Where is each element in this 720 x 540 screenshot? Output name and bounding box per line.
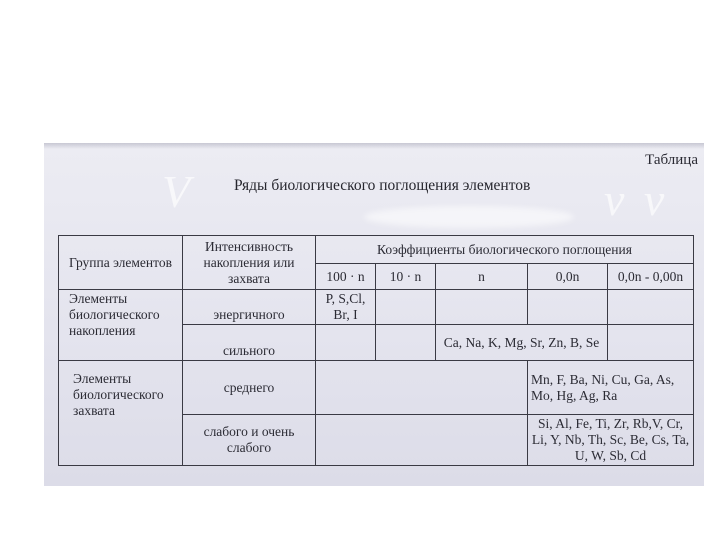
empty-cell (316, 415, 528, 466)
header-group: Группа элементов (59, 236, 183, 290)
photo-edge-shadow (44, 143, 704, 149)
header-intensity: Интенсивность накопления или захвата (183, 236, 316, 290)
header-col: 0,0n (528, 264, 608, 290)
elements-medium: Mn, F, Ba, Ni, Cu, Ga, As, Mo, Hg, Ag, Ra (528, 361, 694, 415)
intensity-strong: сильного (183, 325, 316, 361)
header-coefficients: Коэффициенты биологического поглощения (316, 236, 694, 264)
intensity-medium: среднего (183, 361, 316, 415)
elements-strong: Ca, Na, K, Mg, Sr, Zn, B, Se (436, 325, 608, 361)
page-title: Ряды биологического поглощения элементов (234, 177, 531, 194)
group-capture: Элементы биологического захвата (59, 361, 183, 466)
ghost-marking: V (162, 166, 195, 217)
intensity-weak: слабого и очень слабого (183, 415, 316, 466)
empty-cell (316, 361, 528, 415)
absorption-table (58, 235, 694, 466)
empty-cell (376, 290, 436, 325)
empty-cell (608, 290, 694, 325)
paper-smudge (364, 206, 574, 228)
header-col: n (436, 264, 528, 290)
table-caption: Таблица (645, 152, 698, 168)
empty-cell (608, 325, 694, 361)
elements-energetic: P, S,Cl, Br, I (316, 290, 376, 325)
elements-weak: Si, Al, Fe, Ti, Zr, Rb,V, Cr, Li, Y, Nb, Th, Sc, Be, Cs, Ta, U, W, Sb, Cd (528, 415, 694, 466)
header-col: 100 · n (316, 264, 376, 290)
empty-cell (316, 325, 376, 361)
document-photo (44, 143, 704, 486)
header-col: 0,0n - 0,00n (608, 264, 694, 290)
empty-cell (436, 290, 528, 325)
empty-cell (376, 325, 436, 361)
empty-cell (528, 290, 608, 325)
group-accumulation: Элементы биологического накопления (59, 290, 183, 361)
ghost-marking: v v (604, 174, 669, 225)
header-col: 10 · n (376, 264, 436, 290)
intensity-energetic: энергичного (183, 290, 316, 325)
